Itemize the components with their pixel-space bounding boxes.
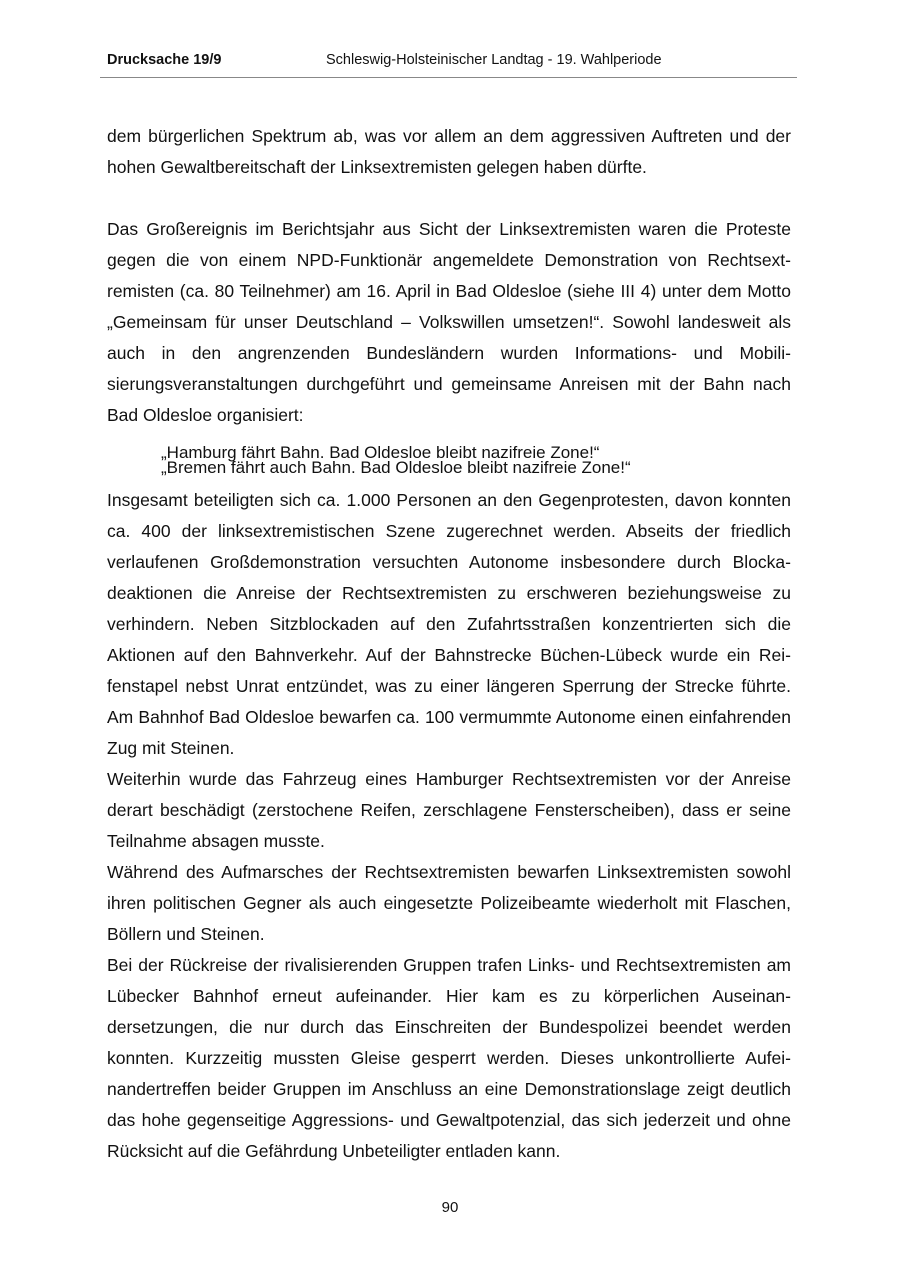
page-number: 90 — [441, 1199, 459, 1216]
paragraph-intro: dem bürgerlichen Spektrum ab, was vor allem an dem aggressiven Auftreten und der hohen Gewaltbereitschaft der Linksextremisten gelegen haben dürfte. — [107, 126, 791, 177]
paragraph-main-event: Das Großereignis im Berichtsjahr aus Sicht der Linksextremisten waren die Proteste gegen die von einem NPD-Funktionär angemeldete Demonstration von Rechtsextremisten (ca. 80 Teilnehmer) am 16. April in Bad Oldesloe (siehe III 4) unter dem Motto „Gemeinsam für unser Deutschland – Volkswillen umsetzen!“. Sowohl landesweit als auch in den angrenzenden Bundesländern wurden Informations- und Mobilisierungsveranstaltungen durchgeführt und gemeinsame Anreisen mit der Bahn nach Bad Oldesloe organisiert: — [107, 219, 791, 425]
paragraph-counter-protests: Insgesamt beteiligten sich ca. 1.000 Personen an den Gegenprotesten, davon konnten ca. 400 der linksextremistischen Szene zugerechnet werden. Abseits der friedlich verlaufenen Großdemonstration versuchten Autonome insbesondere durch Blockadeaktionen die Anreise der Rechtsextremisten zu erschweren beziehungsweise zu verhindern. Neben Sitzblockaden auf den Zufahrtsstraßen konzentrierten sich die Aktionen auf den Bahnverkehr. Auf der Bahnstrecke Büchen-Lübeck wurde ein Reifenstapel nebst Unrat entzündet, was zu einer längeren Sperrung der Strecke führte. Am Bahnhof Bad Oldesloe bewarfen ca. 100 vermummte Autonome einen einfahrenden Zug mit Steinen. — [107, 490, 791, 758]
paragraph-march-attacks: Während des Aufmarsches der Rechtsextremisten bewarfen Linksextremisten sowohl ihren politischen Gegner als auch eingesetzte Polizeibeamte wiederholt mit Flaschen, Böllern und Steinen. — [107, 862, 791, 944]
document-number: Drucksache 19/9 — [107, 52, 222, 68]
header-divider — [100, 77, 797, 78]
slogan-quotes — [161, 445, 791, 475]
page-header — [107, 52, 797, 72]
slogan-hamburg: „Hamburg fährt Bahn. Bad Oldesloe bleibt nazifreie Zone!“ — [161, 443, 600, 462]
document-title: Schleswig-Holsteinischer Landtag - 19. Wahlperiode — [326, 52, 662, 68]
paragraph-vehicle-damage: Weiterhin wurde das Fahrzeug eines Hamburger Rechtsextremisten vor der Anreise derart beschädigt (zerstochene Reifen, zerschlagene Fensterscheiben), dass er seine Teilnahme absagen musste. — [107, 769, 791, 851]
page-body — [107, 121, 791, 1167]
slogan-bremen: „Bremen fährt auch Bahn. Bad Oldesloe bleibt nazifreie Zone!“ — [161, 458, 631, 477]
paragraph-return-trip: Bei der Rückreise der rivalisierenden Gruppen trafen Links- und Rechtsextremisten am Lübecker Bahnhof erneut aufeinander. Hier kam es zu körperlichen Auseinandersetzungen, die nur durch das Einschreiten der Bundespolizei beendet werden konnten. Kurzzeitig mussten Gleise gesperrt werden. Dieses unkontrollierte Aufeinandertreffen beider Gruppen im Anschluss an eine Demonstrationslage zeigt deutlich das hohe gegenseitige Aggressions- und Gewaltpotenzial, das sich jederzeit und ohne Rücksicht auf die Gefährdung Unbeteiligter entladen kann. — [107, 955, 791, 1161]
